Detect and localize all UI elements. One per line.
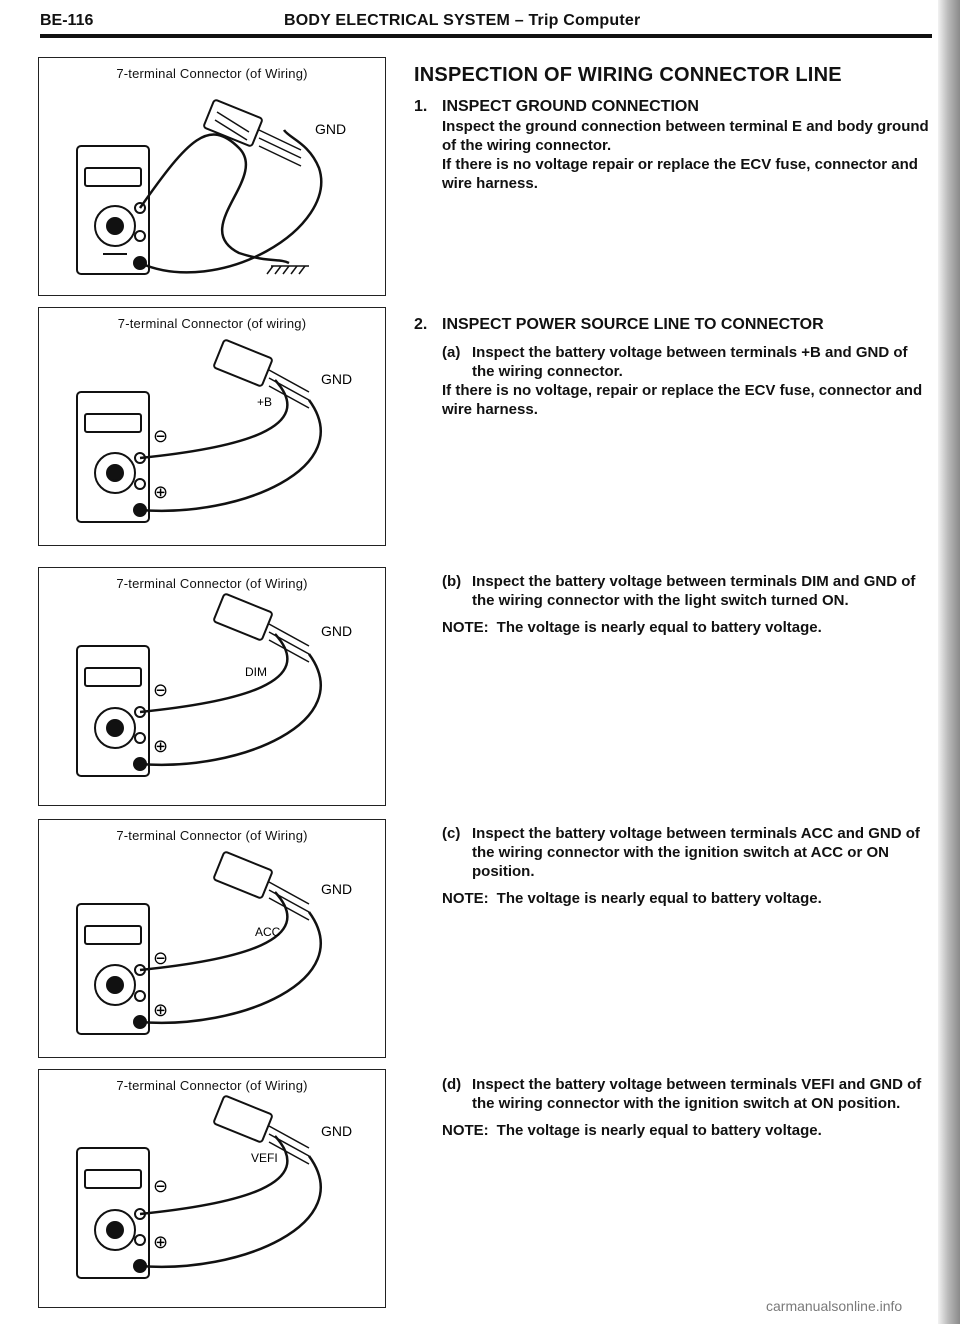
substep-c-block (414, 824, 930, 908)
gnd-label: GND (315, 121, 347, 137)
multimeter-icon (77, 146, 149, 274)
note-label: NOTE: (442, 1122, 489, 1139)
step-number: 1. (414, 98, 428, 115)
minus-terminal-icon: ⊖ (153, 680, 169, 701)
figure-ground-connection (38, 57, 386, 296)
body-ground-icon (267, 266, 309, 274)
figure-power-source-b (38, 307, 386, 546)
multimeter-icon (77, 392, 149, 522)
multimeter-icon (77, 1148, 149, 1278)
figure-vefi-terminal (38, 1069, 386, 1308)
paragraph: Inspect the ground connection between terminal E and body ground of the wiring connector. (442, 118, 929, 154)
note-label: NOTE: (442, 890, 489, 907)
multimeter-icon (77, 646, 149, 776)
substep-b (414, 572, 930, 610)
step-number: 2. (414, 316, 428, 333)
test-lead-wire (140, 130, 321, 272)
figure-caption: 7-terminal Connector (of Wiring) (116, 66, 308, 81)
substep-b-block (414, 572, 930, 637)
note-text: The voltage is nearly equal to battery voltage. (496, 890, 822, 907)
page-number: BE-116 (40, 12, 94, 29)
plus-terminal-icon: ⊕ (153, 1232, 169, 1253)
substep-text: Inspect the battery voltage between terminals +B and GND of the wiring connector. (472, 344, 908, 380)
multimeter-icon (77, 904, 149, 1034)
probe-label: ACC (255, 925, 281, 939)
minus-terminal-icon: ⊖ (153, 948, 169, 969)
substep-letter: (a) (442, 344, 461, 361)
note-label: NOTE: (442, 619, 489, 636)
minus-terminal-icon: ⊖ (153, 1176, 169, 1197)
substep-text: Inspect the battery voltage between terminals VEFI and GND of the wiring connector with the ignition switch at ON position. (472, 1076, 922, 1112)
step-1-heading (414, 97, 930, 117)
step-heading: INSPECT GROUND CONNECTION (442, 98, 699, 115)
note (414, 618, 930, 637)
connector-icon (213, 851, 309, 920)
gnd-label: GND (321, 1123, 353, 1139)
note-text: The voltage is nearly equal to battery voltage. (496, 619, 822, 636)
page-edge-shadow (938, 0, 960, 1324)
gnd-label: GND (321, 623, 353, 639)
substep-c (414, 824, 930, 881)
substep-a (414, 343, 930, 381)
plus-terminal-icon: ⊕ (153, 736, 169, 757)
figure-acc-terminal (38, 819, 386, 1058)
multimeter-diagram (39, 308, 385, 545)
figure-caption: 7-terminal Connector (of Wiring) (116, 1078, 308, 1093)
paragraph: If there is no voltage repair or replace the ECV fuse, connector and wire harness. (442, 156, 918, 192)
watermark: carmanualsonline.info (766, 1298, 903, 1314)
figure-caption: 7-terminal Connector (of wiring) (117, 316, 307, 331)
note (414, 1121, 930, 1140)
note (414, 889, 930, 908)
gnd-label: GND (321, 371, 353, 387)
gnd-label: GND (321, 881, 353, 897)
multimeter-diagram (39, 820, 385, 1057)
multimeter-diagram (39, 568, 385, 805)
substep-letter: (d) (442, 1076, 462, 1093)
section-1 (414, 63, 930, 193)
probe-label: +B (257, 395, 273, 409)
substep-letter: (c) (442, 825, 461, 842)
substep-d (414, 1075, 930, 1113)
section-2 (414, 315, 930, 419)
plus-terminal-icon: ⊕ (153, 1000, 169, 1021)
figure-dim-terminal (38, 567, 386, 806)
substep-letter: (b) (442, 573, 462, 590)
note-text: The voltage is nearly equal to battery voltage. (496, 1122, 822, 1139)
connector-icon (213, 593, 309, 662)
plus-terminal-icon: ⊕ (153, 482, 169, 503)
page-header (40, 8, 932, 38)
substep-text: Inspect the battery voltage between terminals ACC and GND of the wiring connector with the ignition switch at ACC or ON position. (472, 825, 920, 880)
step-2-heading (414, 315, 930, 335)
page-title: BODY ELECTRICAL SYSTEM – Trip Computer (284, 12, 641, 29)
minus-terminal-icon: ⊖ (153, 426, 169, 447)
probe-label: DIM (245, 665, 267, 679)
multimeter-diagram (39, 1070, 385, 1307)
figure-caption: 7-terminal Connector (of Wiring) (116, 576, 308, 591)
substep-text: Inspect the battery voltage between terminals DIM and GND of the wiring connector with the light switch turned ON. (472, 573, 916, 609)
step-heading: INSPECT POWER SOURCE LINE TO CONNECTOR (442, 316, 824, 333)
figure-caption: 7-terminal Connector (of Wiring) (116, 828, 308, 843)
multimeter-diagram (39, 58, 385, 295)
substep-d-block (414, 1075, 930, 1140)
paragraph: If there is no voltage, repair or replace the ECV fuse, connector and wire harness. (442, 382, 923, 418)
section-title: INSPECTION OF WIRING CONNECTOR LINE (414, 64, 842, 86)
probe-label: VEFI (251, 1151, 278, 1165)
